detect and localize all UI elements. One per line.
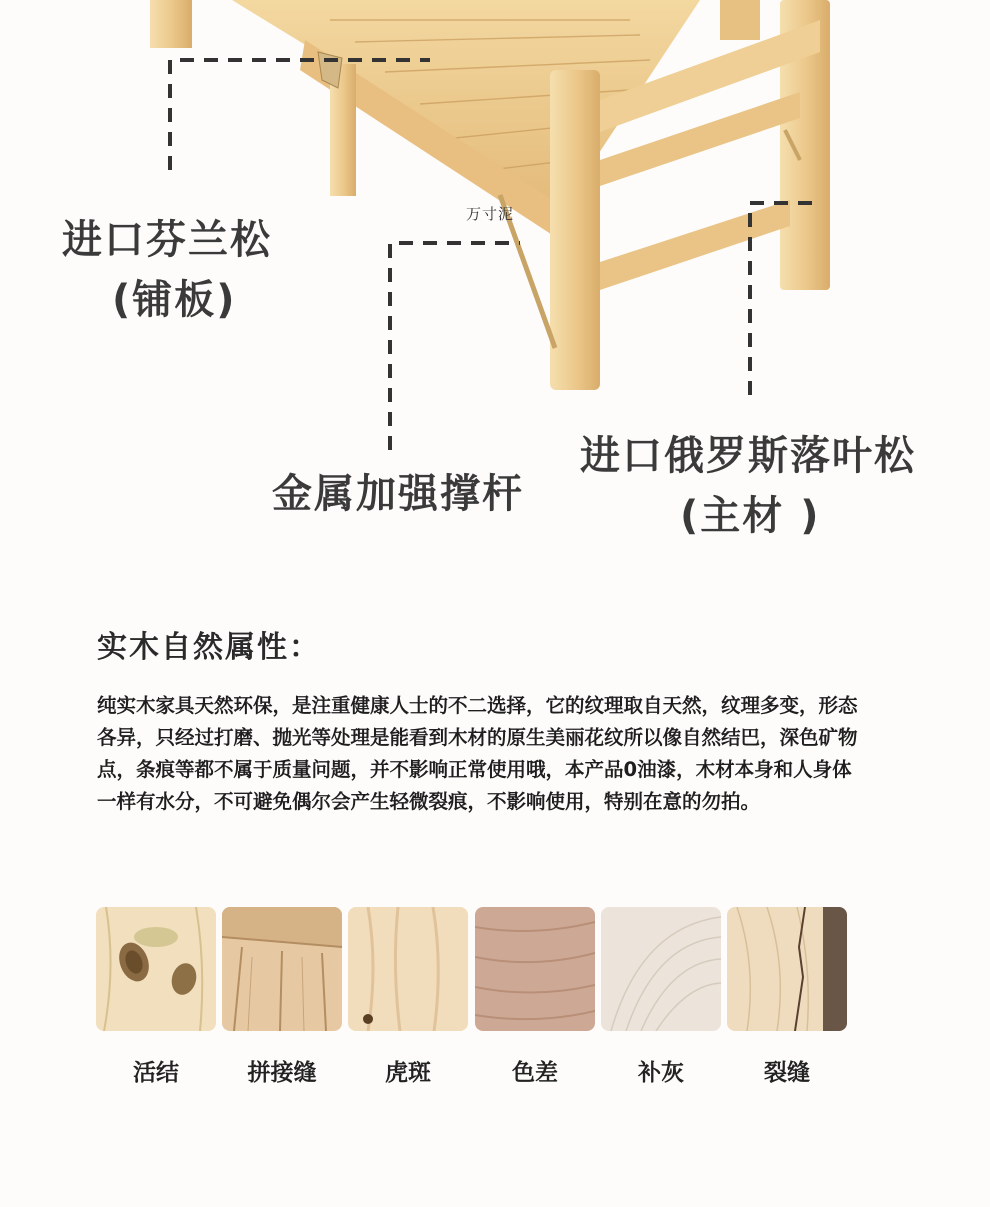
swatch-live-knot bbox=[96, 907, 216, 1031]
lower-rail bbox=[600, 200, 790, 290]
section-title: 实木自然属性： bbox=[97, 630, 321, 665]
front-post bbox=[550, 70, 600, 390]
swatch-label-crack: 裂缝 bbox=[764, 1060, 810, 1086]
swatch-tiger-stripe bbox=[348, 907, 468, 1031]
swatch-filler bbox=[601, 907, 721, 1031]
watermark: 万寸泥 bbox=[466, 205, 515, 223]
swatch-label-splice-seam: 拼接缝 bbox=[247, 1060, 317, 1086]
swatch-label-live-knot: 活结 bbox=[133, 1060, 179, 1086]
label-finnish-pine-sub: (铺板) bbox=[112, 277, 237, 323]
label-larch-sub: (主材 ) bbox=[680, 493, 821, 539]
swatch-splice-seam bbox=[222, 907, 342, 1031]
swatch-color-difference bbox=[475, 907, 595, 1031]
swatch-crack bbox=[727, 907, 847, 1031]
swatch-label-color-difference: 色差 bbox=[512, 1060, 558, 1086]
label-larch: 进口俄罗斯落叶松 bbox=[580, 433, 916, 479]
section-body: 纯实木家具天然环保，是注重健康人士的不二选择，它的纹理取自天然，纹理多变，形态各异，只经过打磨、抛光等处理是能看到木材的原生美丽花纹所以像自然结巴，深色矿物点，条痕等都不属于质量问题，并不影响正常使用哦，本产品0油漆，木材本身和人身体一样有水分，不可避免偶尔会产生轻微裂痕，不影响使用，特别在意的勿拍。 bbox=[97, 694, 858, 813]
swatch-label-tiger-stripe: 虎斑 bbox=[385, 1060, 431, 1086]
back-post bbox=[720, 0, 760, 40]
label-metal-brace: 金属加强撑杆 bbox=[272, 471, 524, 517]
label-finnish-pine: 进口芬兰松 bbox=[62, 217, 272, 263]
leg-top-left bbox=[150, 0, 192, 48]
swatch-label-filler: 补灰 bbox=[638, 1060, 684, 1086]
